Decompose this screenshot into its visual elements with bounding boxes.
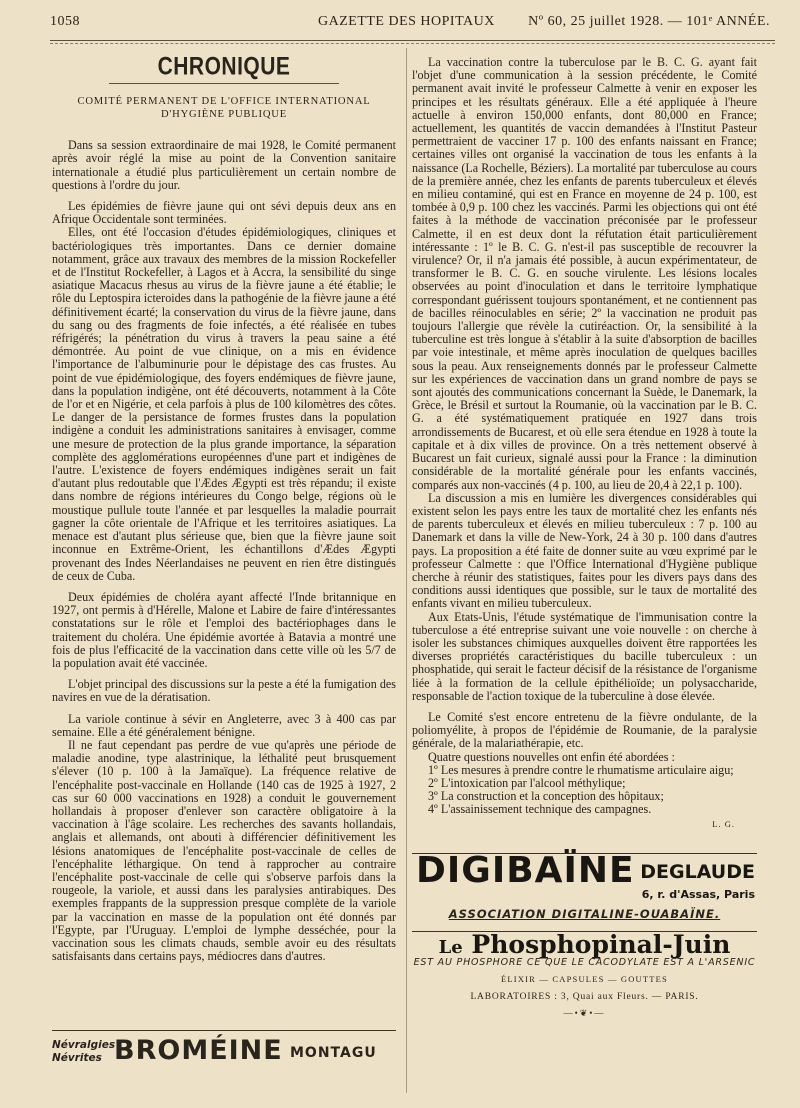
bromeine-brand: MONTAGU: [290, 1045, 377, 1061]
page-header: [50, 14, 780, 36]
phosphopinal-prefix: Le: [438, 936, 463, 958]
advertisement-bromeine: [52, 1030, 396, 1069]
paragraph: Deux épidémies de choléra ayant affecté l'Inde britannique en 1927, ont permis à d'Hérelle, Malone et Labire de faire d'intéressantes constatations sur le rôle et l'emploi des bactériophages dans le traitement du choléra. Une épidémie avortée à Batavia a montré une fois de plus l'efficacité de la vaccination dans cette ville où les 5/7 de la population avait été vaccinée.: [52, 589, 396, 670]
title-rule: [109, 83, 339, 84]
paragraph: 2º L'intoxication par l'alcool méthylique;: [428, 775, 626, 790]
phosphopinal-tagline: EST AU PHOSPHORE CE QUE LE CACODYLATE EST A L'ARSENIC: [413, 957, 756, 969]
digibaine-name: DIGIBAÏNE: [416, 849, 635, 891]
article-subtitle: [52, 96, 396, 121]
paragraph: Dans sa session extraordinaire de mai 1928, le Comité permanent après avoir réglé la mise au point de la Convention sanitaire internationale a étudié plus particulièrement un certain nombre de questions à l'ordre du jour.: [52, 138, 396, 192]
left-column: [52, 52, 396, 964]
digibaine-brand: DEGLAUDE: [640, 860, 755, 883]
paragraph: La discussion a mis en lumière les divergences considérables qui existent selon les pays entre les taux de mortalité chez les enfants nés de parents tuberculeux et élevés en milieu tuberculeux : 7 p. 100 au Danemark et dans la ville de New-York, 24 à 30 p. 100 dans d'autres pays. La proposition a été faite de donner suite au vœu exprimé par le professeur Calmette : que l'Office International d'Hygiène publique cherche à réunir des statistiques, faites pour les divers pays dans des conditions aussi identiques que possible, sur le taux de mortalité des enfants vivant en milieu tuberculeux.: [412, 490, 757, 611]
ornament-divider: —•❦•—: [563, 1007, 606, 1018]
header-rule: [50, 40, 775, 41]
column-divider: [406, 48, 407, 1093]
paragraph: Quatre questions nouvelles ont enfin été abordées :: [428, 749, 675, 764]
paragraph: L'objet principal des discussions sur la peste a été la fumigation des navires en vue de la dératisation.: [52, 677, 396, 705]
advertisement-digibaine: [412, 849, 757, 921]
paragraph: Le Comité s'est encore entretenu de la fièvre ondulante, de la poliomyélite, à propos de l'épidémie de Roumanie, de la paralysie générale, de la malariathérapie, etc.: [412, 709, 757, 751]
bromeine-indications: [52, 1039, 115, 1065]
phosphopinal-name: Phosphopinal-Juin: [471, 929, 731, 959]
digibaine-tagline: ASSOCIATION DIGITALINE-OUABAÏNE.: [448, 906, 721, 921]
paragraph: Les épidémies de fièvre jaune qui ont sévi depuis deux ans en Afrique Occidentale sont terminées.: [52, 199, 396, 227]
paragraph: 3º La construction et la conception des hôpitaux;: [428, 789, 664, 804]
issue-info: Nº 60, 25 juillet 1928. — 101ᵉ ANNÉE.: [528, 14, 770, 29]
digibaine-address: 6, r. d'Assas, Paris: [641, 887, 755, 901]
phosphopinal-title: [412, 929, 757, 959]
advertisement-phosphopinal: [412, 931, 757, 1020]
digibaine-header: [412, 849, 757, 904]
subtitle-line-1: COMITÉ PERMANENT DE L'OFFICE INTERNATIONAL: [77, 96, 371, 108]
paragraph: La variole continue à sévir en Angleterre, avec 3 à 400 cas par semaine. Elle a été généralement bénigne.: [52, 711, 396, 739]
bromeine-name: BROMÉINE: [114, 1035, 283, 1066]
journal-title: GAZETTE DES HOPITAUX: [318, 14, 495, 29]
subtitle-line-2: D'HYGIÈNE PUBLIQUE: [160, 108, 288, 120]
paragraph: 1º Les mesures à prendre contre le rhumatisme articulaire aigu;: [428, 762, 734, 777]
page-number: 1058: [50, 14, 80, 29]
paragraph: La vaccination contre la tuberculose par le B. C. G. ayant fait l'objet d'une communication à la session précédente, le Comité permanent avait invité le professeur Calmette à venir en exposer les principes et les résultats généraux. Elle a été appliquée à l'heure actuelle à environ 150,000 enfants, dont 80,000 en France; actuellement, les quantités de vaccin demandées à l'Institut Pasteur permettraient de vacciner 17 p. 100 des enfants naissant en France; certaines villes ont organisé la vaccination de tous les enfants à la naissance (La Rochelle, Béziers). La mortalité par tuberculose au cours de la première année, chez les enfants de parents tuberculeux et élevés en milieu contaminé, qui est en France en moyenne de 24 p. 100, est tombée à 0,9 p. 100 chez les vaccinés. Parmi les objections qui ont été faites à la méthode de vaccination préconisée par le professeur Calmette, il en est deux dont la réfutation était particulièrement intéressante : 1º le B. C. G. n'est-il pas susceptible de recouvrer la virulence? Or, il n'a jamais été possible, à aucun expérimentateur, de transformer le B. C. G. en souche virulente. Les lésions locales observées au point d'inoculation et dans le territoire lymphatique correspondant guérissent toujours spontanément, et ne contiennent pas de bacilles réinoculables en série; 2º la vaccination ne produit pas toujours l'allergie que révèle la cutiréaction. Or, la sensibilité à la tuberculine est très longue à s'établir à la suite d'absorption de bacilles par voie intestinale, et même après inoculation de quelques bacilles sous la peau. Aux renseignements donnés par le professeur Calmette sur les expériences de vaccination dans un grand nombre de pays se sont ajoutés des communications concernant la Suède, le Danemark, la Grèce, le Brésil et surtout la Roumanie, où la vaccination par le B. C. G. a été systématiquement pratiquée en 1927 dans trois arrondissements de Bucarest, et où elle sera étendue en 1928 à toute la capitale et à dix villes de province. On a très nettement observé à Bucarest un fait curieux, signalé aussi pour la France : la diminution considérable de la mortalité générale pour les enfants vaccinés, comparés aux non-vaccinés (4 p. 100, au lieu de 20,4 à 22,1 p. 100).: [412, 55, 757, 492]
header-rule-dashed: [50, 43, 775, 44]
section-title: CHRONIQUE: [157, 52, 291, 81]
author-signature: L. G.: [712, 818, 735, 829]
bromeine-indication-2: Névrites: [52, 1052, 102, 1064]
phosphopinal-products: ÉLIXIR — CAPSULES — GOUTTES: [501, 974, 668, 985]
right-column: [412, 56, 757, 1020]
paragraph: Aux Etats-Unis, l'étude systématique de l'immunisation contre la tuberculose a été entreprise suivant une voie nouvelle : on cherche à isoler les substances chimiques auxquelles doivent être rapportées les diverses propriétés caractéristiques du bacille tuberculeux : un phosphatide, qui serait le facteur décisif de la résistance de l'organisme liée à la formation de la cellule épithélioïde; un polysaccharide, responsable de l'action toxique de la tuberculine à dose élevée.: [412, 609, 757, 703]
paragraph: Il ne faut cependant pas perdre de vue qu'après une période de maladie anodine, type alastrinique, la léthalité peut brusquement s'élever (10 p. 100 à la Jamaïque). La fréquence relative de l'encéphalite post-vaccinale en Hollande (140 cas de 1925 à 1927, 2 cas sur 60 000 vaccinations en 1928) a conduit le gouvernement hollandais à proposer d'enlever son caractère obligatoire à la vaccination à l'âge scolaire. Les recherches des savants hollandais, anglais et allemands, ont abouti à différencier définitivement les lésions anatomiques de l'encéphalite post-vaccinale de celles de l'encéphalite léthargique. On tend à rapprocher au contraire l'encéphalite post-vaccinale de celle qui s'observe parfois dans la rougeole, la variole, et aussi dans les paralysies antirabiques. Des exemples frappants de la suppression presque complète de la variole par la vaccination en masse de la population ont été donnés par l'Egypte, par l'Uruguay. L'emploi de lymphe desséchée, pour la vaccination sous les climats chauds, semble avoir eu des résultats satisfaisants dans certains pays, médiocres dans d'autres.: [52, 737, 396, 964]
paragraph: 4º L'assainissement technique des campagnes.: [428, 802, 652, 817]
phosphopinal-laboratory: LABORATOIRES : 3, Quai aux Fleurs. — PARIS.: [470, 991, 699, 1002]
paragraph: Elles, ont été l'occasion d'études épidémiologiques, cliniques et bactériologiques très importantes. Dans ce dernier domaine notamment, grâce aux travaux des membres de la mission Rockefeller et de l'Institut Rockefeller, à Lagos et à Accra, la sensibilité du singe asiatique Macacus rhesus au virus de la fièvre jaune a été établie; le rôle du Leptospira icteroides dans la pathogénie de la fièvre jaune a été définitivement écarté; la conservation du virus de la fièvre jaune, dans du sang ou des fragments de foie infectés, a été réalisée en tubes réfrigérés; la pénétration du virus à travers la peau saine a été démontrée. Au point de vue clinique, on a mis en évidence l'importance de l'albuminurie pour le dépistage des cas frustes. Au point de vue épidémiologique, des foyers endémiques de fièvre jaune, dans la population indigène, ont été découverts, notamment à la Côte de l'or et en Nigérie, et cela parfois à plus de 100 kilomètres des côtes. Le danger de la persistance de formes frustes dans la population indigène a conduit les administrations sanitaires à envisager, comme une mesure de protection de la plus grande importance, la séparation complète des agglomérations européennes d'une part et indigènes de l'autre. L'existence de foyers endémiques indigènes serait un fait d'autant plus redoutable que l'Ædes Ægypti est très répandu; il existe dans nombre de régions intérieures du Congo belge, régions où le moustique pullule toute l'année et par lesquelles la maladie pourrait gagner la côte orientale de l'Afrique et les territoires asiatiques. La menace est d'autant plus sérieuse que, bien que la fièvre jaune soit inconnue en Extrême-Orient, les échantillons d'Ædes Ægypti provenant des Indes Néerlandaises ne peuvent en rien être distingués de ceux de Cuba.: [52, 225, 396, 583]
bromeine-indication-1: Névralgies: [52, 1039, 116, 1051]
